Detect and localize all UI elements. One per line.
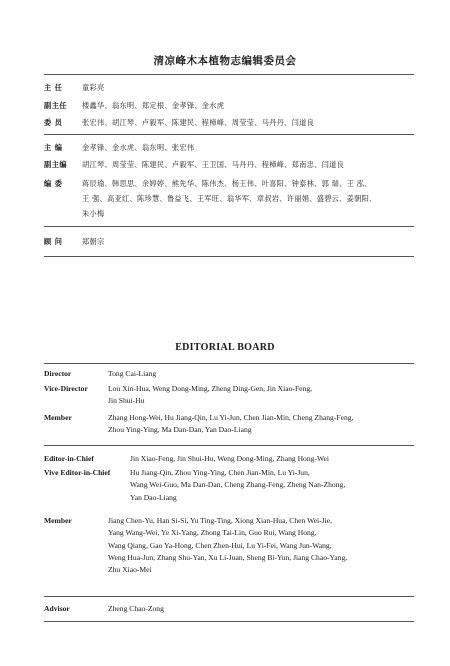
row-value: 郑朝宗 — [82, 237, 105, 246]
divider — [44, 74, 414, 75]
row-label: Editor-in-Chief — [44, 454, 94, 463]
cn-advisor-row — [44, 236, 416, 248]
divider — [44, 621, 414, 622]
row-value: Jin Xiao-Feng, Jin Shui-Hu, Weng Dong-Ming, Zhang Hong-Wei — [130, 454, 330, 463]
divider — [44, 445, 414, 446]
row-value: Hu Jiang-Qin, Zhou Ying-Ying, Chen Jian-Min, Lu Yi-Jun, Wang Wei-Guo, Ma Dan-Dan, Cheng Zhang-Feng, Zheng Nan-Zhong, Yan Dao-Liang — [130, 468, 346, 502]
row-value: 楼鑫华、翁东明、郑定根、金孝锋、金水虎 — [82, 101, 225, 110]
row-value: Lou Xin-Hua, Weng Dong-Ming, Zheng Ding-Gen, Jin Xiao-Feng, Jin Shui-Hu — [108, 384, 313, 406]
row-label: Member — [44, 413, 72, 422]
cn-member-row — [44, 117, 416, 129]
row-label: Advisor — [44, 604, 70, 613]
row-label: 委 员 — [44, 118, 63, 127]
row-label: 副主编 — [44, 160, 68, 169]
en-vice-editor-row — [44, 467, 422, 504]
en-advisor-row — [44, 603, 422, 615]
en-director-row — [44, 368, 422, 380]
en-member-row — [44, 412, 422, 437]
cn-vice-director-row — [44, 100, 416, 112]
en-editorial-member-row — [44, 515, 422, 576]
row-value: Tong Cai-Liang — [108, 369, 157, 378]
row-value: 张宏伟、胡江琴、卢毅军、陈建民、程樟峰、周莹莹、马丹丹、闫道良 — [82, 118, 315, 127]
cn-vice-editor-row — [44, 159, 416, 171]
row-value: 蒋辰瑜、韩思思、余婷婷、熊先华、陈伟杰、杨王伟、叶喜阳、钟泰林、郭 瑞、王 泓、 王 强、高亚红、陈珍慧、鲁益飞、王军旺、翁华军、章叔岩、许丽娟、盛碧云、姜朝阳、 朱小梅 — [82, 179, 377, 218]
row-value: 童彩亮 — [82, 83, 105, 92]
row-value: Zheng Chao-Zong — [108, 604, 164, 613]
row-label: 主 任 — [44, 83, 63, 92]
cn-director-row — [44, 82, 416, 94]
cn-editorial-member-row — [44, 176, 416, 221]
row-value: 胡江琴、周莹莹、陈建民、卢毅军、王卫国、马丹丹、程樟峰、郑南忠、闫道良 — [82, 160, 345, 169]
row-label: 顾 问 — [44, 237, 63, 246]
divider — [44, 134, 414, 135]
en-vice-director-row — [44, 383, 422, 408]
row-label: Director — [44, 369, 72, 378]
row-value: Jiang Chen-Yu, Han Si-Si, Yu Ting-Ting, Xiong Xian-Hua, Chen Wei-Jie, Yang Wang-Wei, Ye Xi-Yang, Zhong Tai-Lin, Guo Rui, Wang Hong, Wang Qiang, Gao Ya-Hong, Chen Zhen-Hui, Lu Yi-Fei, Wang Jun-Wang, Weng Hua-Jun, Zhang Shu-Yan, Xu Li-Juan, Sheng Bi-Yun, Jiang Chao-Yang, Zhu Xiao-Mei — [108, 516, 348, 575]
row-label: 主 编 — [44, 143, 63, 152]
row-label: Vive Editor-in-Chief — [44, 468, 111, 477]
divider — [44, 226, 414, 227]
divider — [44, 363, 414, 364]
page-title-cn: 清凉峰木本植物志编辑委员会 — [153, 55, 297, 67]
row-label: 副主任 — [44, 101, 68, 110]
row-label: Member — [44, 516, 72, 525]
row-label: Vice-Director — [44, 384, 88, 393]
divider — [44, 256, 414, 257]
divider — [44, 596, 414, 597]
page-title-en: EDITORIAL BOARD — [175, 342, 275, 353]
row-value: Zhang Hong-Wei, Hu Jiang-Qin, Lu Yi-Jun, Chen Jian-Min, Cheng Zhang-Feng, Zhou Ying-Ying, Ma Dan-Dan, Yan Dao-Liang — [108, 413, 354, 435]
row-label: 编 委 — [44, 179, 63, 188]
cn-editor-in-chief-row — [44, 142, 416, 154]
row-value: 金孝锋、金水虎、翁东明、张宏伟 — [82, 143, 195, 152]
en-editor-in-chief-row — [44, 453, 422, 465]
